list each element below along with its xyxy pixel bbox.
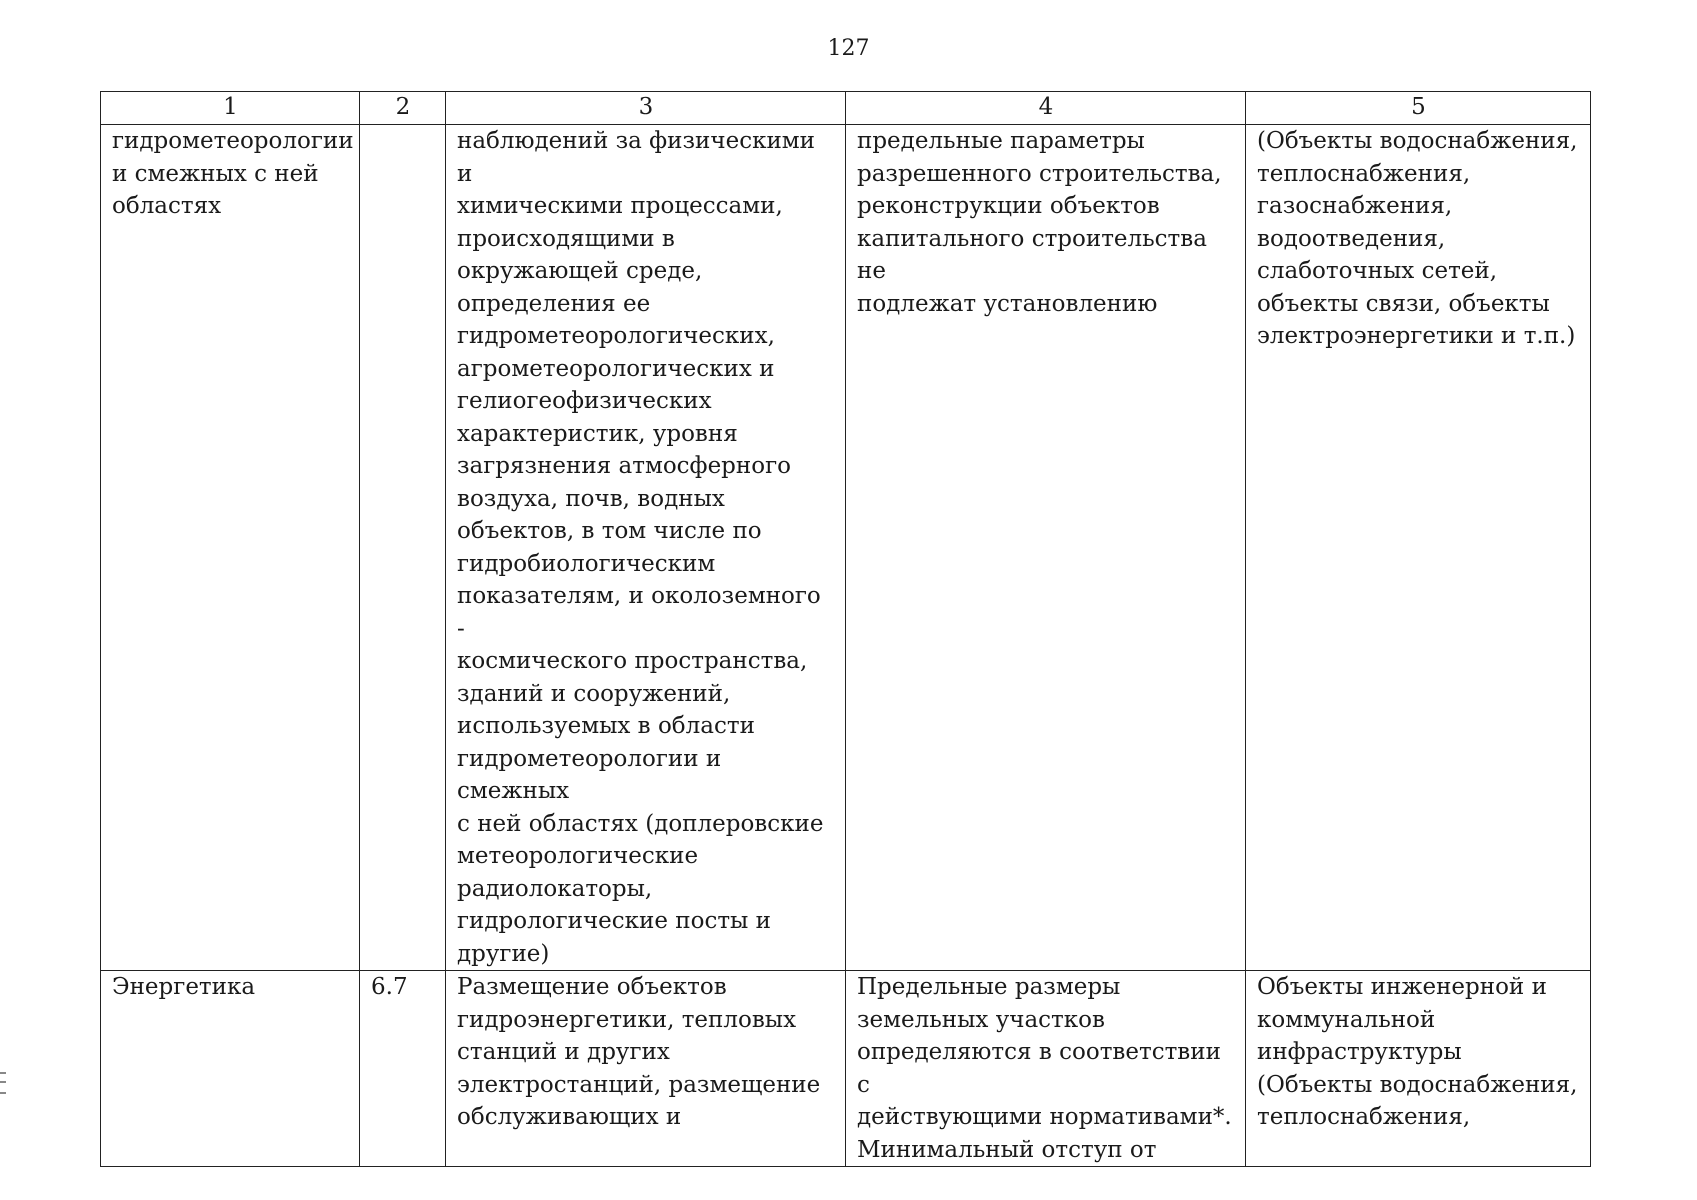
cell-description xyxy=(446,971,846,1167)
cell-use-type xyxy=(101,125,360,971)
cell-description xyxy=(446,125,846,971)
column-header-5: 5 xyxy=(1246,92,1591,125)
cell-objects xyxy=(1246,971,1591,1167)
land-use-table xyxy=(100,91,1591,1167)
scan-edge-mark xyxy=(0,1072,6,1094)
cell-text: Объекты инженерной и коммунальной инфраструктуры (Объекты водоснабжения, теплоснабжения, xyxy=(1257,974,1578,1130)
page-number: 127 xyxy=(827,36,870,61)
cell-objects xyxy=(1246,125,1591,971)
cell-text: Предельные размеры земельных участков определяются в соответствии с действующими нормативами*. Минимальный отступ от xyxy=(857,974,1232,1163)
cell-text: Размещение объектов гидроэнергетики, тепловых станций и других электростанций, размещение обслуживающих и xyxy=(457,974,821,1130)
column-header-4: 4 xyxy=(846,92,1246,125)
cell-text: Энергетика xyxy=(112,974,256,1000)
cell-text: (Объекты водоснабжения, теплоснабжения, газоснабжения, водоотведения, слаботочных сетей, объекты связи, объекты электроэнергетики и т.п.) xyxy=(1257,128,1578,349)
cell-parameters xyxy=(846,971,1246,1167)
column-header-3: 3 xyxy=(446,92,846,125)
cell-code xyxy=(360,971,446,1167)
table-header-row xyxy=(101,92,1591,125)
cell-code xyxy=(360,125,446,971)
cell-text: 6.7 xyxy=(371,974,408,1000)
cell-parameters xyxy=(846,125,1246,971)
table-row xyxy=(101,125,1591,971)
column-header-1: 1 xyxy=(101,92,360,125)
column-header-2: 2 xyxy=(360,92,446,125)
table-row xyxy=(101,971,1591,1167)
cell-text: гидрометеорологии и смежных с ней областях xyxy=(112,128,354,219)
cell-text: наблюдений за физическими и химическими процессами, происходящими в окружающей среде, определения ее гидрометеорологических, агрометеорологических и гелиогеофизических характеристик, уровня загрязнения атмосферного воздуха, почв, водных объектов, в том числе по гидробиологическим показателям, и околоземного - космического пространства, зданий и сооружений, используемых в области гидрометеорологии и смежных с ней областях (доплеровские метеорологические радиолокаторы, гидрологические посты и другие) xyxy=(457,128,824,967)
cell-use-type xyxy=(101,971,360,1167)
cell-text: предельные параметры разрешенного строительства, реконструкции объектов капитального строительства не подлежат установлению xyxy=(857,128,1222,317)
